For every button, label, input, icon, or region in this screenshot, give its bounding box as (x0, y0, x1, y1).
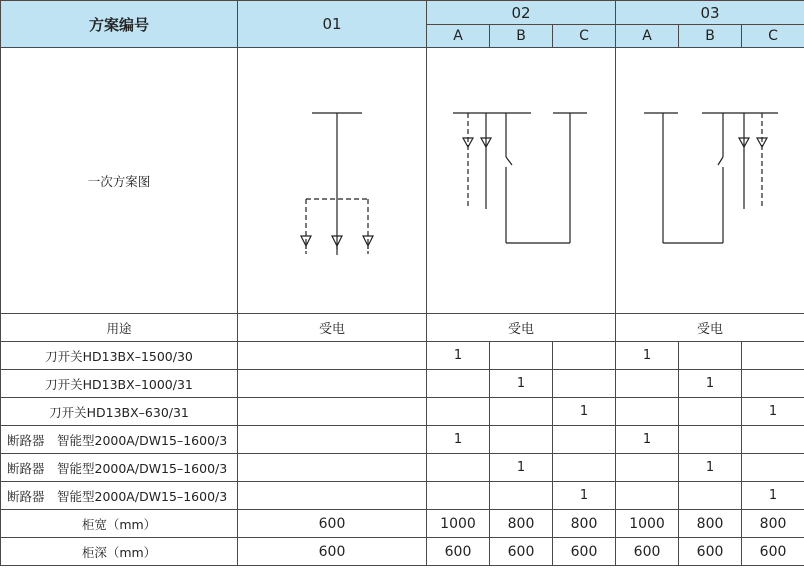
table-cell (553, 370, 616, 398)
scheme-number-header: 方案编号 (1, 1, 238, 48)
table-cell (238, 454, 427, 482)
table-row (1, 398, 804, 426)
scheme-02-header: 02 (427, 1, 616, 25)
table-cell: 1 (490, 370, 553, 398)
table-cell (490, 342, 553, 370)
knife-switch-symbol (718, 157, 723, 165)
depth-03c: 600 (742, 538, 804, 566)
table-cell: 1 (679, 370, 742, 398)
table-cell (238, 342, 427, 370)
table-cell (679, 342, 742, 370)
table-cell: 1 (616, 426, 679, 454)
table-cell: 1 (679, 454, 742, 482)
knife-switch-symbol (506, 157, 512, 165)
width-01: 600 (238, 510, 427, 538)
scheme-02c-header: C (553, 25, 616, 48)
row-label: 刀开关HD13BX–1500/30 (1, 342, 238, 370)
cabinet-depth-label: 柜深（mm） (1, 538, 238, 566)
row-label: 断路器 智能型2000A/DW15–1600/3 (1, 426, 238, 454)
purpose-03: 受电 (616, 314, 804, 342)
width-02b: 800 (490, 510, 553, 538)
scheme-01-header: 01 (238, 1, 427, 48)
diagram-01 (238, 48, 427, 314)
table-row (1, 342, 804, 370)
row-label: 刀开关HD13BX–630/31 (1, 398, 238, 426)
purpose-01: 受电 (238, 314, 427, 342)
table-cell: 1 (616, 342, 679, 370)
depth-03a: 600 (616, 538, 679, 566)
table-row (1, 426, 804, 454)
width-03c: 800 (742, 510, 804, 538)
table-cell (616, 454, 679, 482)
table-cell (238, 370, 427, 398)
table-cell (553, 454, 616, 482)
width-02c: 800 (553, 510, 616, 538)
scheme-03c-header: C (742, 25, 804, 48)
table-cell (742, 426, 804, 454)
table-cell (490, 398, 553, 426)
scheme-03-header: 03 (616, 1, 804, 25)
table-cell (238, 482, 427, 510)
purpose-02: 受电 (427, 314, 616, 342)
table-row (1, 482, 804, 510)
table-cell (238, 398, 427, 426)
row-label: 刀开关HD13BX–1000/31 (1, 370, 238, 398)
table-row (1, 370, 804, 398)
table-cell: 1 (742, 482, 804, 510)
table-cell: 1 (427, 342, 490, 370)
table-cell (490, 426, 553, 454)
table-cell (679, 482, 742, 510)
table-cell (616, 482, 679, 510)
diagram-03 (616, 48, 804, 314)
single-line-diagram-03 (616, 49, 804, 313)
scheme-02b-header: B (490, 25, 553, 48)
depth-01: 600 (238, 538, 427, 566)
cabinet-width-label: 柜宽（mm） (1, 510, 238, 538)
row-label: 断路器 智能型2000A/DW15–1600/3 (1, 454, 238, 482)
scheme-03b-header: B (679, 25, 742, 48)
width-03a: 1000 (616, 510, 679, 538)
table-cell: 1 (553, 398, 616, 426)
purpose-label: 用途 (1, 314, 238, 342)
width-02a: 1000 (427, 510, 490, 538)
single-line-diagram-02 (427, 49, 615, 313)
depth-02b: 600 (490, 538, 553, 566)
depth-02c: 600 (553, 538, 616, 566)
table-cell (616, 370, 679, 398)
diagram-row-label: 一次方案图 (1, 48, 238, 314)
table-cell (553, 426, 616, 454)
table-cell (553, 342, 616, 370)
depth-03b: 600 (679, 538, 742, 566)
table-cell (679, 426, 742, 454)
diagram-02 (427, 48, 616, 314)
depth-02a: 600 (427, 538, 490, 566)
table-cell: 1 (553, 482, 616, 510)
table-cell: 1 (490, 454, 553, 482)
scheme-02a-header: A (427, 25, 490, 48)
table-cell: 1 (742, 398, 804, 426)
table-cell (490, 482, 553, 510)
scheme-03a-header: A (616, 25, 679, 48)
table-cell (742, 370, 804, 398)
table-cell (427, 370, 490, 398)
width-03b: 800 (679, 510, 742, 538)
table-cell: 1 (427, 426, 490, 454)
table-cell (238, 426, 427, 454)
table-cell (742, 454, 804, 482)
table-row (1, 454, 804, 482)
row-label: 断路器 智能型2000A/DW15–1600/3 (1, 482, 238, 510)
table-cell (679, 398, 742, 426)
table-cell (427, 398, 490, 426)
single-line-diagram-01 (238, 49, 426, 313)
table-cell (427, 482, 490, 510)
table-cell (427, 454, 490, 482)
table-cell (616, 398, 679, 426)
table-cell (742, 342, 804, 370)
